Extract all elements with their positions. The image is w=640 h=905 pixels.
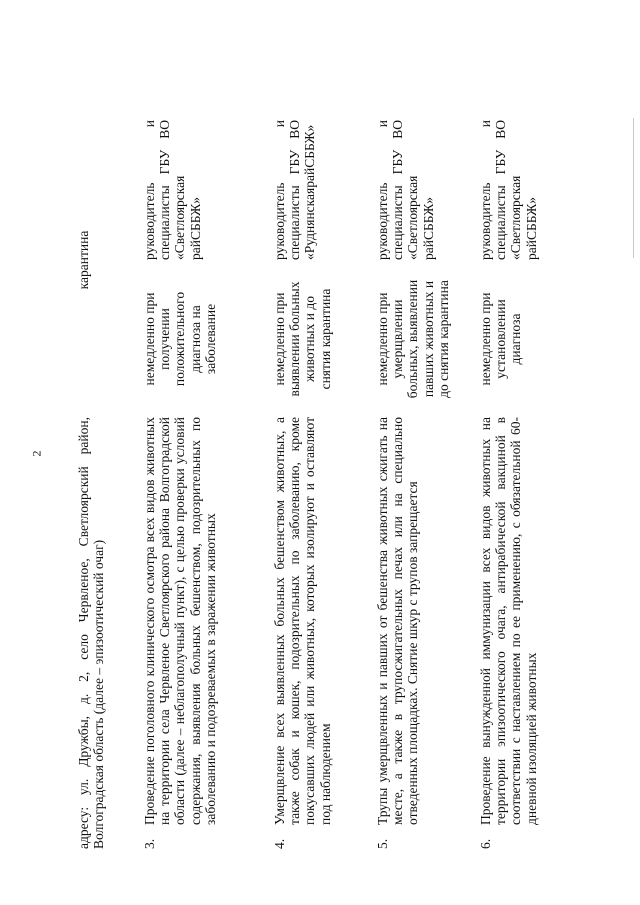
row-deadline: немедленно при получении положительного диагноза на заболевание — [142, 291, 218, 387]
row-content: Умерщвление всех выявленных больных бешенством животных, а также собак и кошек, подозрительных по заболеванию, кроме покусавших людей или животных, которых изолируют и оставляют под наблюдением — [272, 417, 333, 825]
row-deadline: немедленно при умерщвлении больных, выявлении павших животных и до снятия карантина — [375, 279, 451, 399]
row-deadline: карантина — [76, 230, 91, 290]
row-responsible: руководитель и специалисты ГБУ ВО «Светлоярская райСББЖ» — [142, 120, 203, 260]
row-responsible: руководитель и специалисты ГБУ ВО «Светлоярская райСББЖ» — [478, 120, 539, 260]
row-number: 6. — [478, 838, 493, 849]
row-content: адресу: ул. Дружбы, д. 2, село Червленое, Светлоярский район, Волгоградская область (далее – эпизоотический очаг) — [76, 417, 107, 849]
row-number: 5. — [375, 838, 390, 849]
row-content: Трупы умерщвленных и павших от бешенства животных сжигать на месте, а также в трупосжигательных печах или на специально отведенных площадках. Снятие шкур с трупов запрещается — [375, 417, 421, 825]
row-content: Проведение поголовного клинического осмотра всех видов животных на территории села Червленое Светлоярского района Волгоградской области (далее – неблагополучный пункт), с целью проверки условий содержания, выявления больных бешенством, подозрительных по заболеванию и подозреваемых в заражении животных — [142, 417, 218, 825]
row-number: 3. — [142, 838, 157, 849]
row-deadline: немедленно при выявлении больных животных и до снятия карантина — [272, 281, 333, 397]
page-number: 2 — [29, 450, 44, 457]
row-number: 4. — [272, 838, 287, 849]
row-responsible: руководитель и специалисты ГБУ ВО «РуднянскаярайСББЖ» — [272, 120, 318, 260]
row-responsible: руководитель и специалисты ГБУ ВО «Светлоярская райСББЖ» — [375, 120, 436, 260]
row-content: Проведение вынужденной иммунизации всех видов животных на территории эпизоотического очага, антирабической вакциной в соответствии с наставлением по ее применению, с обязательной 60-дневной изоляцией животных — [478, 417, 539, 825]
row-deadline: немедленно при установлении диагноза — [478, 292, 524, 386]
